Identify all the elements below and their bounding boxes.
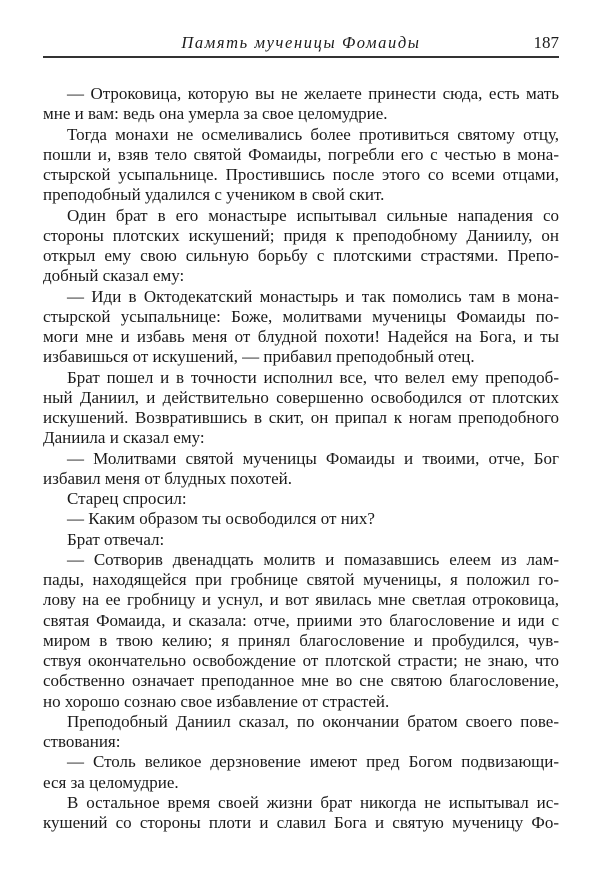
paragraph: [43, 752, 559, 793]
text-line: открыл ему свою сильную борьбу с плотскими страстями. Препо-: [43, 246, 559, 265]
paragraph: [43, 206, 559, 287]
text-line: — Отроковица, которую вы не желаете принести сюда, есть мать: [67, 84, 559, 103]
text-line: ный Даниил, и действительно совершенно освободился от плотских: [43, 387, 559, 407]
text-line: Даниила и сказал ему:: [43, 428, 205, 448]
text-line: лову на ее гробницу и уснул, и вот явилась мне светлая отроковица,: [43, 590, 559, 610]
text-line: — Молитвами святой мученицы Фомаиды и твоими, отче, Бог: [67, 448, 559, 468]
paragraph: [43, 712, 559, 753]
text-line: В остальное время своей жизни брат никогда не испытывал ис-: [67, 792, 559, 812]
text-line: ствуя окончательно освобождение от плотской страсти; не знаю, что: [43, 651, 559, 670]
text-line: пошли и, взяв тело святой Фомаиды, погребли его с честью в мона-: [43, 144, 559, 164]
paragraph: [43, 530, 559, 550]
text-line: стороны плотских искушений; придя к преподобному Даниилу, он: [43, 225, 559, 245]
running-title: Память мученицы Фомаиды: [181, 33, 421, 52]
text-line: Преподобный Даниил сказал, по окончании братом своего пове-: [67, 711, 559, 731]
text-line: — Иди в Октодекатский монастырь и так помолись там в мона-: [67, 286, 559, 306]
paragraph: [43, 489, 559, 509]
text-line: стырской усыпальнице. Простившись после этого со всеми отцами,: [43, 165, 559, 184]
text-line: еся за целомудрие.: [43, 772, 179, 792]
text-line: пады, находящейся при гробнице святой мученицы, я положил го-: [43, 570, 559, 589]
paragraph: [43, 550, 559, 712]
text-line: избавил меня от блудных похотей.: [43, 468, 292, 488]
paragraph: [43, 125, 559, 206]
text-line: святая Фомаида, и сказала: отче, приими это благословение и иди с: [43, 610, 559, 630]
paragraph: [43, 84, 559, 125]
text-line: Старец спросил:: [67, 489, 187, 508]
page-number: 187: [533, 33, 559, 52]
text-line: добный сказал ему:: [43, 266, 185, 286]
text-line: Один брат в его монастыре испытывал сильные нападения со: [67, 205, 559, 225]
paragraph: [43, 368, 559, 449]
text-line: Брат отвечал:: [67, 529, 165, 549]
text-line: миром в твою келию; я принял благословение и пробудился, чув-: [43, 630, 559, 650]
text-line: преподобный удалился с учеником в свой скит.: [43, 185, 385, 205]
text-line: — Сотворив двенадцать молитв и помазавшись елеем из лам-: [67, 549, 559, 569]
text-line: ствования:: [43, 732, 121, 751]
text-line: избавишься от искушений, — прибавил преподобный отец.: [43, 347, 475, 367]
paragraph: [43, 449, 559, 490]
paragraph: [43, 287, 559, 368]
text-line: Тогда монахи не осмеливались более противиться святому отцу,: [67, 124, 559, 144]
text-line: стырской усыпальнице: Боже, молитвами мученицы Фомаиды по-: [43, 306, 559, 326]
text-line: моги мне и избавь меня от блудной похоти! Надейся на Бога, и ты: [43, 327, 559, 346]
text-line: Брат пошел и в точности исполнил все, что велел ему преподоб-: [67, 367, 559, 387]
paragraph: [43, 793, 559, 834]
running-header: [43, 30, 559, 58]
paragraph: [43, 509, 559, 529]
text-line: — Каким образом ты освободился от них?: [67, 509, 375, 529]
text-line: собственно означает преподанное мне во сне святою благословение,: [43, 671, 559, 691]
page-body: [43, 84, 559, 833]
text-line: мне и вам: ведь она умерла за свое целомудрие.: [43, 104, 388, 124]
text-line: — Столь великое дерзновение имеют пред Богом подвизающи-: [67, 752, 559, 772]
text-line: кушений со стороны плоти и славил Бога и святую мученицу Фо-: [43, 813, 559, 832]
text-line: искушений. Возвратившись в скит, он припал к ногам преподобного: [43, 408, 559, 427]
text-line: но хорошо сознаю свое избавление от страстей.: [43, 691, 390, 711]
